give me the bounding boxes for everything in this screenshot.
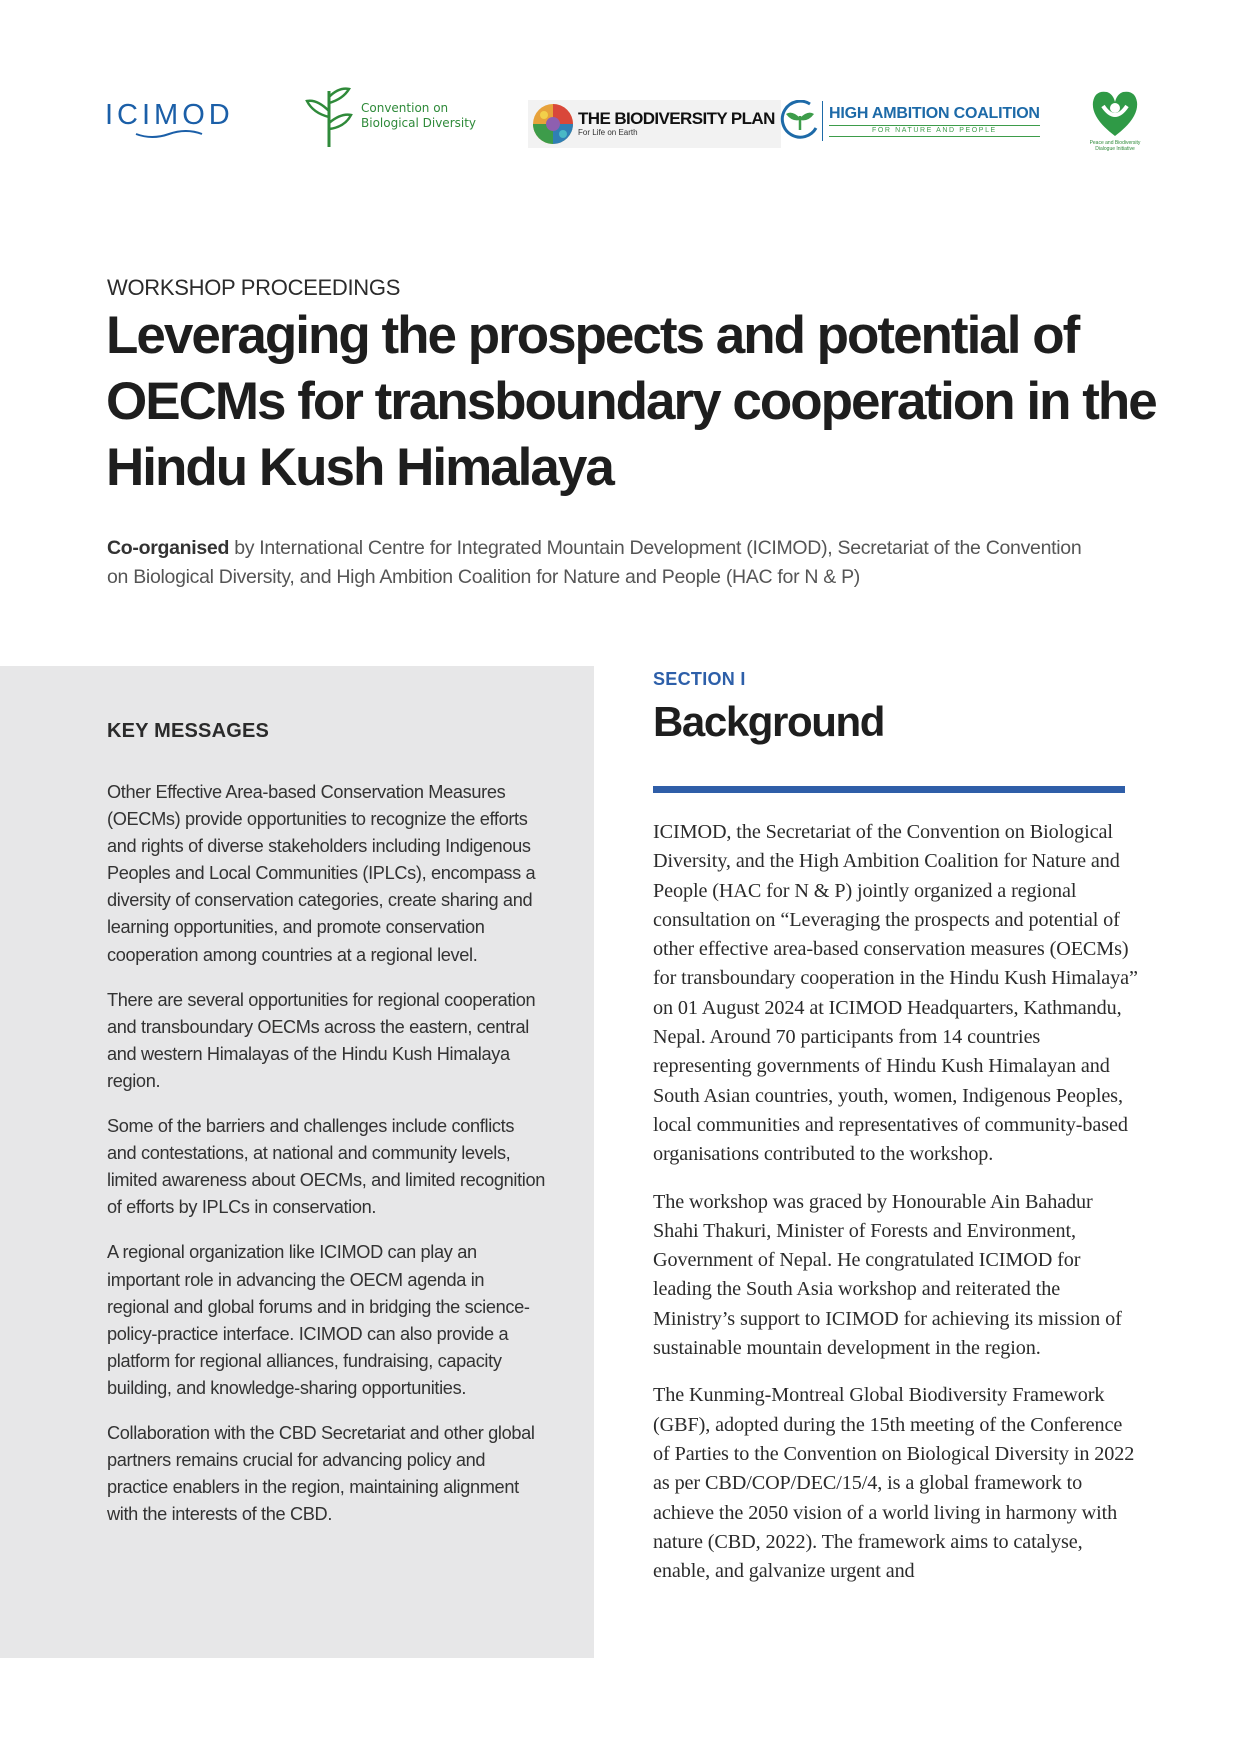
hac-globe-icon (780, 100, 820, 142)
co-organisers (107, 534, 1087, 592)
body-paragraph: ICIMOD, the Secretariat of the Convention on Biological Diversity, and the High Ambition Coalition for Nature and People (HAC for N & P) jointly organized a regional consultation on “Leveraging the prospects and potential of other effective area-based conservation measures (OECMs) for transboundary cooperation in the Hindu Kush Himalaya” on 01 August 2024 at ICIMOD Headquarters, Kathmandu, Nepal. Around 70 participants from 14 countries representing governments of Hindu Kush Himalayan and South Asian countries, youth, women, Indigenous Peoples, local communities and representatives of community-based organisations contributed to the workshop. (653, 821, 1138, 1166)
co-organisers-text: by International Centre for Integrated Mountain Development (ICIMOD), Secretariat of the Convention on Biological Diversity, and High Ambition Coalition for Nature and People (HAC for N & P) (107, 537, 1082, 588)
section-body (653, 818, 1143, 1604)
key-message-item: Collaboration with the CBD Secretariat and other global partners remains crucial for advancing policy and practice enablers in the region, maintaining alignment with the interests of the CBD. (107, 1422, 535, 1525)
key-message-item: A regional organization like ICIMOD can play an important role in advancing the OECM agenda in regional and global forums and in bridging the science-policy-practice interface. ICIMOD can also provide a platform for regional alliances, fundraising, capacity building, and knowledge-sharing opportunities. (107, 1242, 530, 1398)
icimod-logo (105, 100, 234, 140)
page-title: Leveraging the prospects and potential of OECMs for transboundary cooperation in the Hindu Kush Himalaya (106, 306, 1156, 497)
cbd-wordmark (361, 101, 476, 131)
pbdi-wordmark: Peace and Biodiversity Dialogue Initiative (1089, 140, 1141, 152)
body-paragraph: The workshop was graced by Honourable Ain Bahadur Shahi Thakuri, Minister of Forests and Environment, Government of Nepal. He congratulated ICIMOD for leading the South Asia workshop and reiterated the Ministry’s support to ICIMOD for achieving its mission of sustainable mountain development in the region. (653, 1190, 1122, 1360)
doc-type-eyebrow: WORKSHOP PROCEEDINGS (107, 275, 401, 300)
biodiversity-plan-title: THE BIODIVERSITY PLAN (578, 109, 775, 128)
icimod-wave-icon (134, 130, 204, 140)
key-message-item: Some of the barriers and challenges include conflicts and contestations, at national and community levels, limited awareness about OECMs, and limited recognition of efforts by IPLCs in conservation. (107, 1116, 546, 1218)
cbd-logo (305, 83, 476, 149)
hac-logo (780, 100, 1040, 142)
key-messages-list (107, 779, 547, 1546)
heart-leaf-icon (1089, 88, 1141, 138)
icimod-wordmark: ICIMOD (105, 99, 234, 131)
section-label: SECTION I (653, 669, 746, 689)
key-message-item: Other Effective Area-based Conservation Measures (OECMs) provide opportunities to recognize the efforts and rights of diverse stakeholders including Indigenous Peoples and Local Communities (IPLCs), encompass a diversity of conservation categories, create sharing and learning opportunities, and promote conservation cooperation among countries at a regional level. (107, 782, 536, 965)
body-paragraph: The Kunming-Montreal Global Biodiversity Framework (GBF), adopted during the 15th meeting of the Conference of Parties to the Convention on Biological Diversity in 2022 as per CBD/COP/DEC/15/4, is a global framework to achieve the 2050 vision of a world living in harmony with nature (CBD, 2022). The framework aims to catalyse, enable, and galvanize urgent and (653, 1384, 1135, 1583)
biodiversity-plan-logo (528, 100, 781, 148)
pbdi-logo (1085, 88, 1145, 152)
section-title: Background (653, 698, 885, 745)
hac-subtitle: FOR NATURE AND PEOPLE (829, 125, 1040, 137)
cbd-leaf-icon (305, 83, 353, 149)
logo-bar (0, 78, 1241, 163)
hac-title: HIGH AMBITION COALITION (829, 105, 1040, 122)
cbd-line-1: Convention on (361, 101, 449, 115)
co-organised-label: Co-organised (107, 537, 230, 559)
cbd-line-2: Biological Diversity (361, 116, 477, 130)
biodiversity-plan-subtitle: For Life on Earth (578, 128, 638, 137)
key-messages-heading: KEY MESSAGES (107, 720, 270, 742)
section-divider (653, 786, 1125, 793)
key-message-item: There are several opportunities for regional cooperation and transboundary OECMs across the eastern, central and western Himalayas of the Hindu Kush Himalaya region. (107, 989, 536, 1091)
mosaic-globe-icon (532, 103, 574, 145)
